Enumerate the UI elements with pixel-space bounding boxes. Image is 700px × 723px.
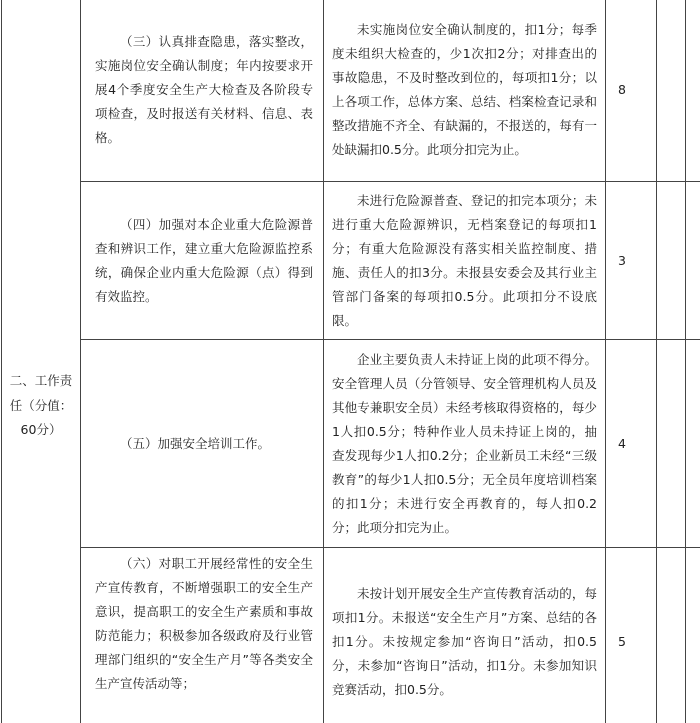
score-cell: 3 [606, 182, 657, 340]
table-row [2, 340, 700, 548]
empty-cell [686, 0, 700, 182]
item-cell: （四）加强对本企业重大危险源普查和辨识工作，建立重大危险源监控系统，确保企业内重大危险源（点）得到有效监控。 [81, 182, 324, 340]
score-cell: 4 [606, 340, 657, 548]
item-cell: （三）认真排查隐患，落实整改，实施岗位安全确认制度；年内按要求开展4个季度安全生产大检查及各阶段专项检查，及时报送有关材料、信息、表格。 [81, 0, 324, 182]
category-cell: 二、工作责任（分值：60分） [2, 0, 81, 723]
item-cell: （五）加强安全培训工作。 [81, 340, 324, 548]
empty-cell [686, 182, 700, 340]
table-row [2, 0, 700, 182]
empty-cell [657, 340, 686, 548]
score-cell: 8 [606, 0, 657, 182]
empty-cell [686, 340, 700, 548]
criteria-cell: 未实施岗位安全确认制度的，扣1分；每季度未组织大检查的，少1次扣2分；对排查出的事故隐患，不及时整改到位的，每项扣1分；以上各项工作，总体方案、总结、档案检查记录和整改措施不齐全、有缺漏的，不报送的，每有一处缺漏扣0.5分。此项分扣完为止。 [324, 0, 606, 182]
item-cell: （六）对职工开展经常性的安全生产宣传教育，不断增强职工的安全生产意识，提高职工的安全生产素质和事故防范能力；积极参加各级政府及行业管理部门组织的“安全生产月”等各类安全生产宣传活动等； [81, 548, 324, 723]
criteria-cell: 未进行危险源普查、登记的扣完本项分；未进行重大危险源辨识，无档案登记的每项扣1分；有重大危险源没有落实相关监控制度、措施、责任人的扣3分。未报县安委会及其行业主管部门备案的每项扣0.5分。此项扣分不设底限。 [324, 182, 606, 340]
criteria-cell: 企业主要负责人未持证上岗的此项不得分。安全管理人员（分管领导、安全管理机构人员及其他专兼职安全员）未经考核取得资格的，每少1人扣0.5分；特种作业人员未持证上岗的，抽查发现每少1人扣0.2分；企业新员工未经“三级教育”的每少1人扣0.5分；无全员年度培训档案的扣1分；未进行安全再教育的，每人扣0.2分；此项分扣完为止。 [324, 340, 606, 548]
empty-cell [657, 548, 686, 723]
empty-cell [657, 182, 686, 340]
table-row [2, 182, 700, 340]
criteria-cell: 未按计划开展安全生产宣传教育活动的，每项扣1分。未报送“安全生产月”方案、总结的各扣1分。未按规定参加“咨询日”活动，扣0.5分，未参加“咨询日”活动，扣1分。未参加知识竞赛活动，扣0.5分。 [324, 548, 606, 723]
score-cell: 5 [606, 548, 657, 723]
empty-cell [657, 0, 686, 182]
empty-cell [686, 548, 700, 723]
table-row [2, 548, 700, 723]
assessment-table [1, 0, 700, 723]
